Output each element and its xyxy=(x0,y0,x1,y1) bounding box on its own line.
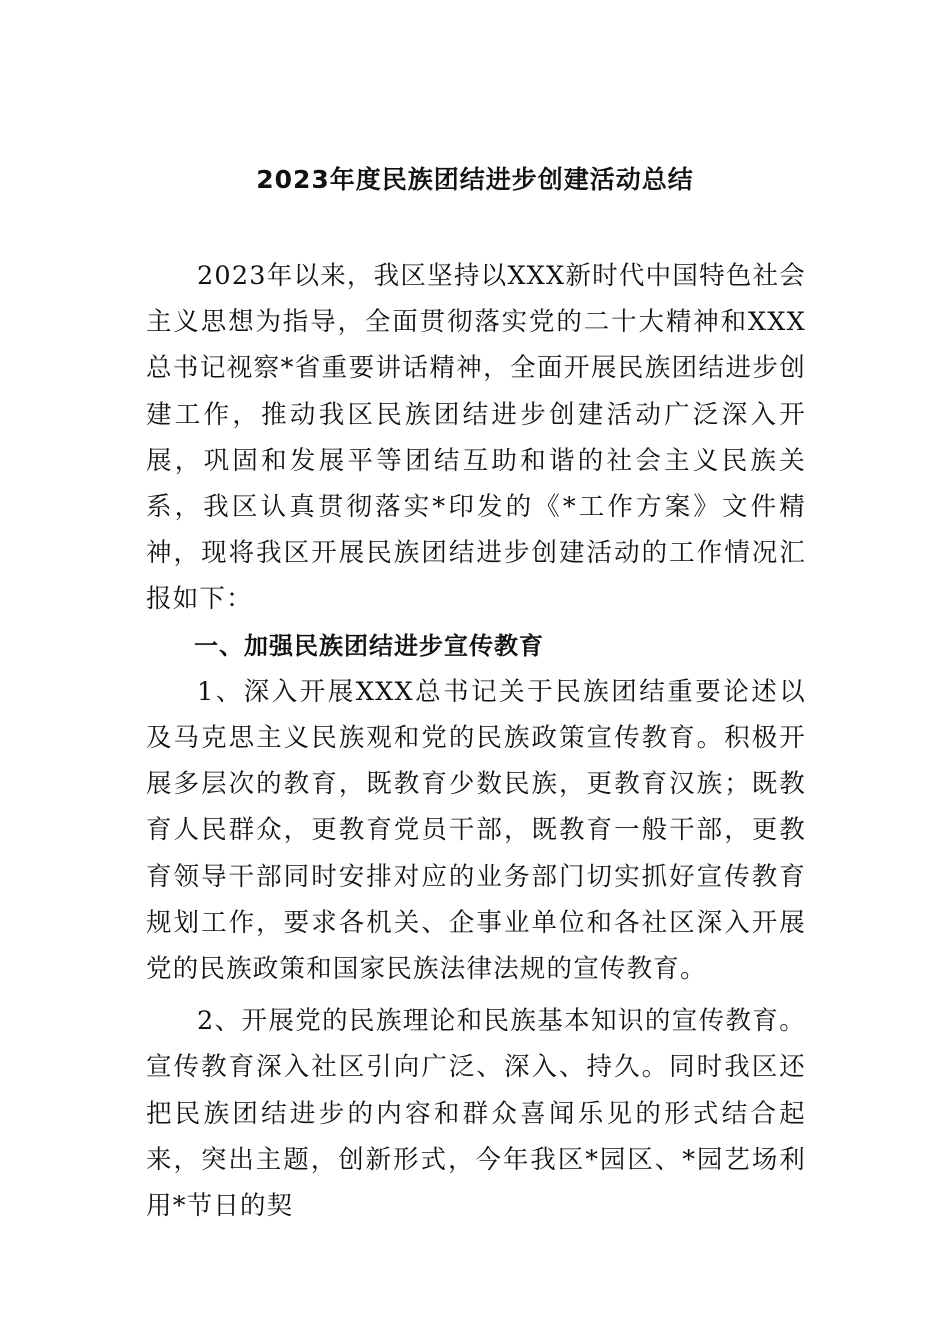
paragraph-2: 2、开展党的民族理论和民族基本知识的宣传教育。宣传教育深入社区引向广泛、深入、持久。同时我区还把民族团结进步的内容和群众喜闻乐见的形式结合起来，突出主题，创新形式，今年我区*园区、*园艺场利用*节日的契 xyxy=(146,1006,806,1222)
document-body xyxy=(146,253,806,1229)
paragraph-1: 1、深入开展XXX总书记关于民族团结重要论述以及马克思主义民族观和党的民族政策宣传教育。积极开展多层次的教育，既教育少数民族，更教育汉族；既教育人民群众，更教育党员干部，既教育一般干部，更教育领导干部同时安排对应的业务部门切实抓好宣传教育规划工作，要求各机关、企事业单位和各社区深入开展党的民族政策和国家民族法律法规的宣传教育。 xyxy=(146,676,806,985)
document-title: 2023年度民族团结进步创建活动总结 xyxy=(256,165,694,194)
section-heading: 一、加强民族团结进步宣传教育 xyxy=(194,631,544,660)
intro-paragraph: 2023年以来，我区坚持以XXX新时代中国特色社会主义思想为指导，全面贯彻落实党的二十大精神和XXX总书记视察*省重要讲话精神，全面开展民族团结进步创建工作，推动我区民族团结进步创建活动广泛深入开展，巩固和发展平等团结互助和谐的社会主义民族关系，我区认真贯彻落实*印发的《*工作方案》文件精神，现将我区开展民族团结进步创建活动的工作情况汇报如下： xyxy=(146,261,806,615)
